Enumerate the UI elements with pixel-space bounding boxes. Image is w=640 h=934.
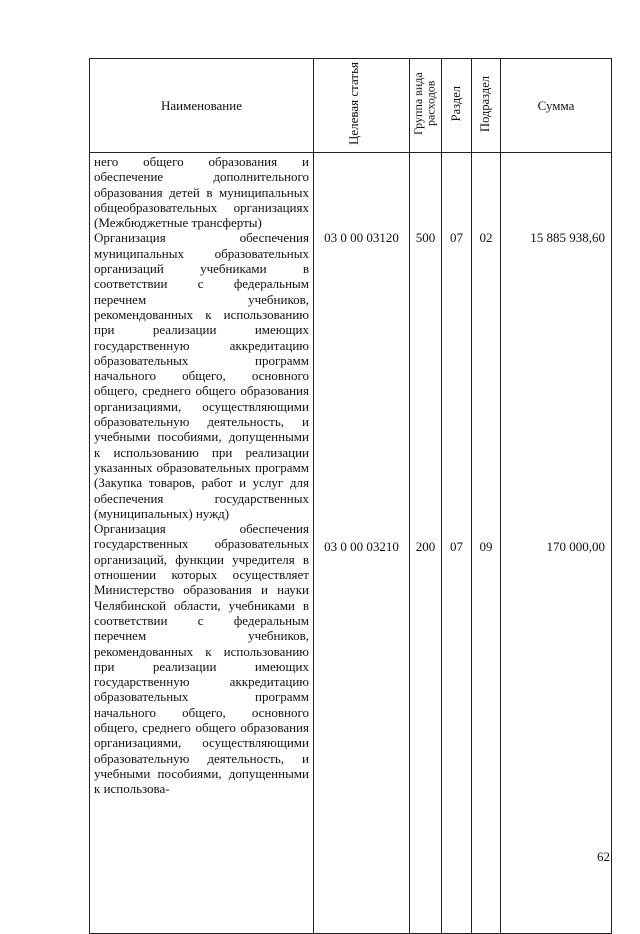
header-name: Наименование [90,59,314,153]
page-number: 62 [597,849,610,864]
subsection-value: 02 [479,230,493,245]
subsection-cell [472,153,501,934]
name-paragraph: него общего образования и обеспечение дополнительного образования детей в муниципальных общеобразовательных организациях (Межбюджетные трансферты) [94,154,309,231]
subsection-value: 09 [479,539,493,554]
header-expense-group: Группа вида расходов [410,59,442,153]
budget-table [89,58,612,934]
header-sum: Сумма [501,59,612,153]
header-target-article: Целевая статья [314,59,410,153]
name-cell [90,153,314,934]
section-value: 07 [450,539,463,554]
expense-group-cell [410,153,442,934]
sum-cell [501,153,612,934]
expense-group-value: 500 [415,230,436,245]
sum-value: 15 885 938,60 [530,230,605,245]
section-cell [442,153,472,934]
expense-group-value: 200 [415,539,436,554]
name-paragraph: Организация обеспечения муниципальных образовательных организаций учебниками в соответствии с федеральным перечнем учебников, рекомендованных к использованию при реализации имеющих государственную аккредитацию образовательных программ начального общего, основного общего, среднего общего образования организациями, осуществляющими образовательную деятельность, и учебными пособиями, допущенными к использованию при реализации указанных образовательных программ (Закупка товаров, работ и услуг для обеспечения государственных (муниципальных) нужд) [94,230,309,521]
target-article-value: 03 0 00 03210 [324,539,399,554]
sum-value: 170 000,00 [546,539,605,554]
section-value: 07 [450,230,463,245]
header-subsection: Подраздел [472,59,501,153]
table-row [90,153,612,934]
header-section: Раздел [442,59,472,153]
name-paragraph: Организация обеспечения государственных образовательных организаций, функции учредителя в отношении которых осуществляет Министерство образования и науки Челябинской области, учебниками в соответствии с федеральным перечнем учебников, рекомендованных к использованию при реализации имеющих государственную аккредитацию образовательных программ начального общего, основного общего, среднего общего образования организациями, осуществляющими образовательную деятельность, и учебными пособиями, допущенными к использова- [94,521,309,797]
target-article-value: 03 0 00 03120 [324,230,399,245]
target-article-cell [314,153,410,934]
table-header-row [90,59,612,153]
